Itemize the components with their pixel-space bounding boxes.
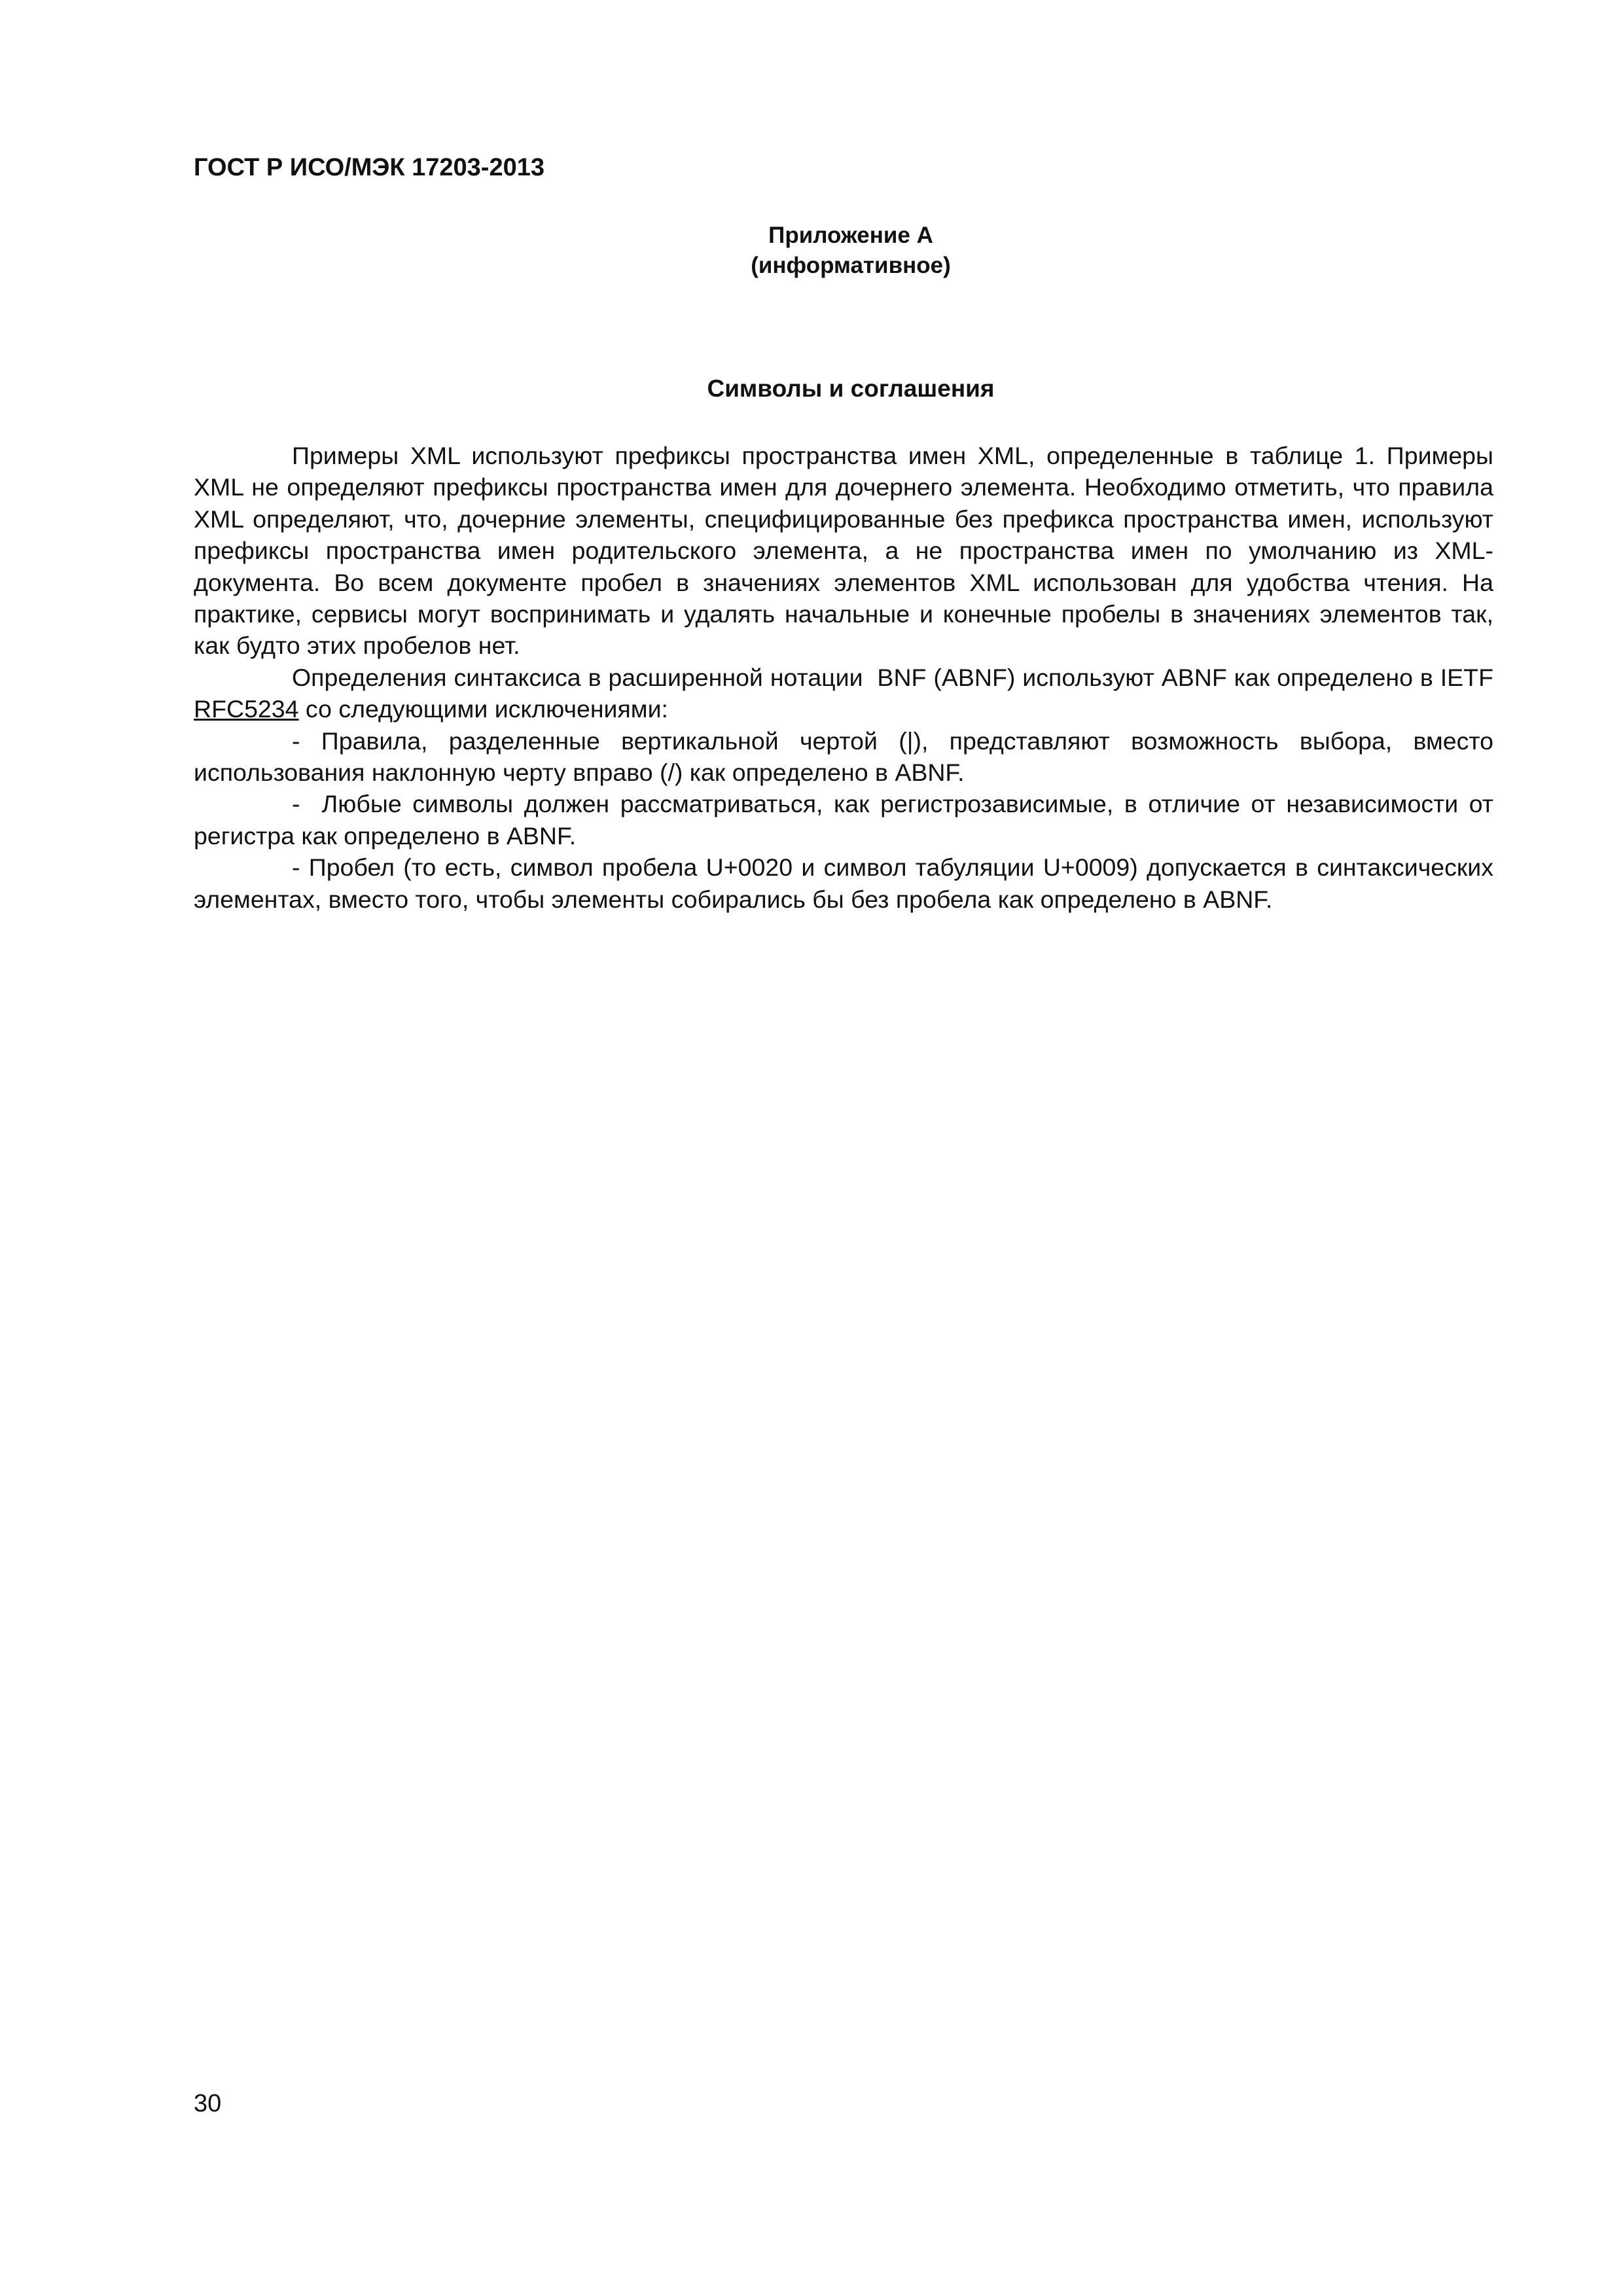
section-title: Символы и соглашения xyxy=(707,375,995,402)
document-code: ГОСТ Р ИСО/МЭК 17203-2013 xyxy=(194,154,544,181)
paragraph-abnf-definitions xyxy=(194,662,1501,725)
annex-title: Приложение А xyxy=(768,223,933,248)
paragraph-exception-vertical-bar: - Правила, разделенные вертикальной чертой (|), представляют возможность выбора, вместо использования наклонную черту вправо (/) как определено в ABNF. xyxy=(194,726,1493,787)
annex-status: (информативное) xyxy=(751,253,951,278)
paragraph-abnf-text: Определения синтаксиса в расширенной нотации BNF (ABNF) используют ABNF как определено в IETF xyxy=(292,663,1501,691)
rfc5234-link[interactable]: RFC5234 xyxy=(194,695,299,723)
paragraph-exception-whitespace: - Пробел (то есть, символ пробела U+0020 и символ табуляции U+0009) допускается в синтаксических элементах, вместо того, чтобы элементы собирались бы без пробела как определено в ABNF. xyxy=(194,853,1493,913)
paragraph-exception-case-sensitive: - Любые символы должен рассматриваться, как регистрозависимые, в отличие от независимости от регистра как определено в ABNF. xyxy=(194,790,1501,850)
page-number: 30 xyxy=(194,2090,222,2117)
paragraph-xml-prefixes: Примеры XML используют префиксы пространства имен XML, определенные в таблице 1. Примеры XML не определяют префиксы пространства имен для дочернего элемента. Необходимо отметить, что правила XML определяют, что, дочерние элементы, специфицированные без префикса пространства имен, используют префиксы пространства имен родительского элемента, а не пространства имен по умолчанию из XML-документа. Во всем документе пробел в значениях элементов XML использован для удобства чтения. На практике, сервисы могут воспринимать и удалять начальные и конечные пробелы в значениях элементов так, как будто этих пробелов нет. xyxy=(194,442,1493,660)
paragraph-abnf-tail: со следующими исключениями: xyxy=(298,695,668,723)
body-text xyxy=(194,440,1501,915)
